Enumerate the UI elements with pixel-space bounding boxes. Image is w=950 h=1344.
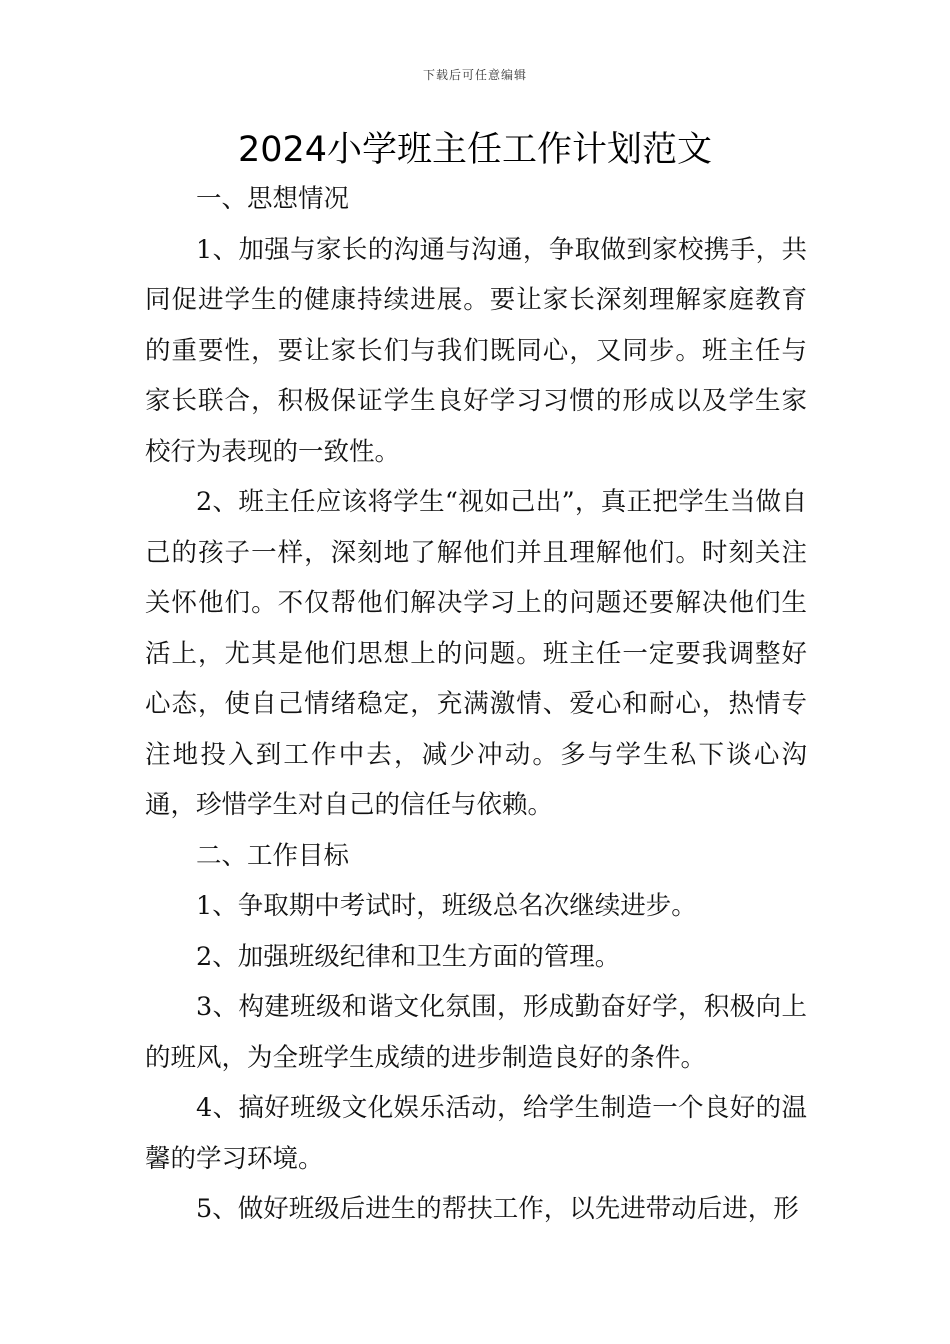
paragraph-thinking-1: 1、加强与家长的沟通与沟通，争取做到家校携手，共同促进学生的健康持续进展。要让家长深刻理解家庭教育的重要性，要让家长们与我们既同心，又同步。班主任与家长联合，积极保证学生良好学习习惯的形成以及学生家校行为表现的一致性。 [145, 234, 807, 467]
document-body [145, 174, 807, 1235]
section-heading-goals: 二、工作目标 [196, 840, 350, 871]
goal-item-1: 1、争取期中考试时，班级总名次继续进步。 [196, 891, 697, 921]
goal-item-3: 3、构建班级和谐文化氛围，形成勤奋好学，积极向上的班风，为全班学生成绩的进步制造良好的条件。 [145, 992, 807, 1073]
goal-item-2: 2、加强班级纪律和卫生方面的管理。 [196, 941, 621, 972]
document-title: 2024小学班主任工作计划范文 [237, 130, 713, 170]
paragraph-thinking-2: 2、班主任应该将学生“视如己出”，真正把学生当做自己的孩子一样，深刻地了解他们并且理解他们。时刻关注关怀他们。不仅帮他们解决学习上的问题还要解决他们生活上，尤其是他们思想上的问题。班主任一定要我调整好心态，使自己情绪稳定，充满激情、爱心和耐心，热情专注地投入到工作中去，减少冲动。多与学生私下谈心沟通，珍惜学生对自己的信任与依赖。 [145, 487, 807, 820]
goal-item-4: 4、搞好班级文化娱乐活动，给学生制造一个良好的温馨的学习环境。 [145, 1093, 807, 1174]
goal-item-5: 5、做好班级后进生的帮扶工作，以先进带动后进，形 [196, 1194, 799, 1224]
header-note: 下载后可任意编辑 [422, 68, 527, 82]
section-heading-thinking: 一、思想情况 [196, 184, 350, 214]
